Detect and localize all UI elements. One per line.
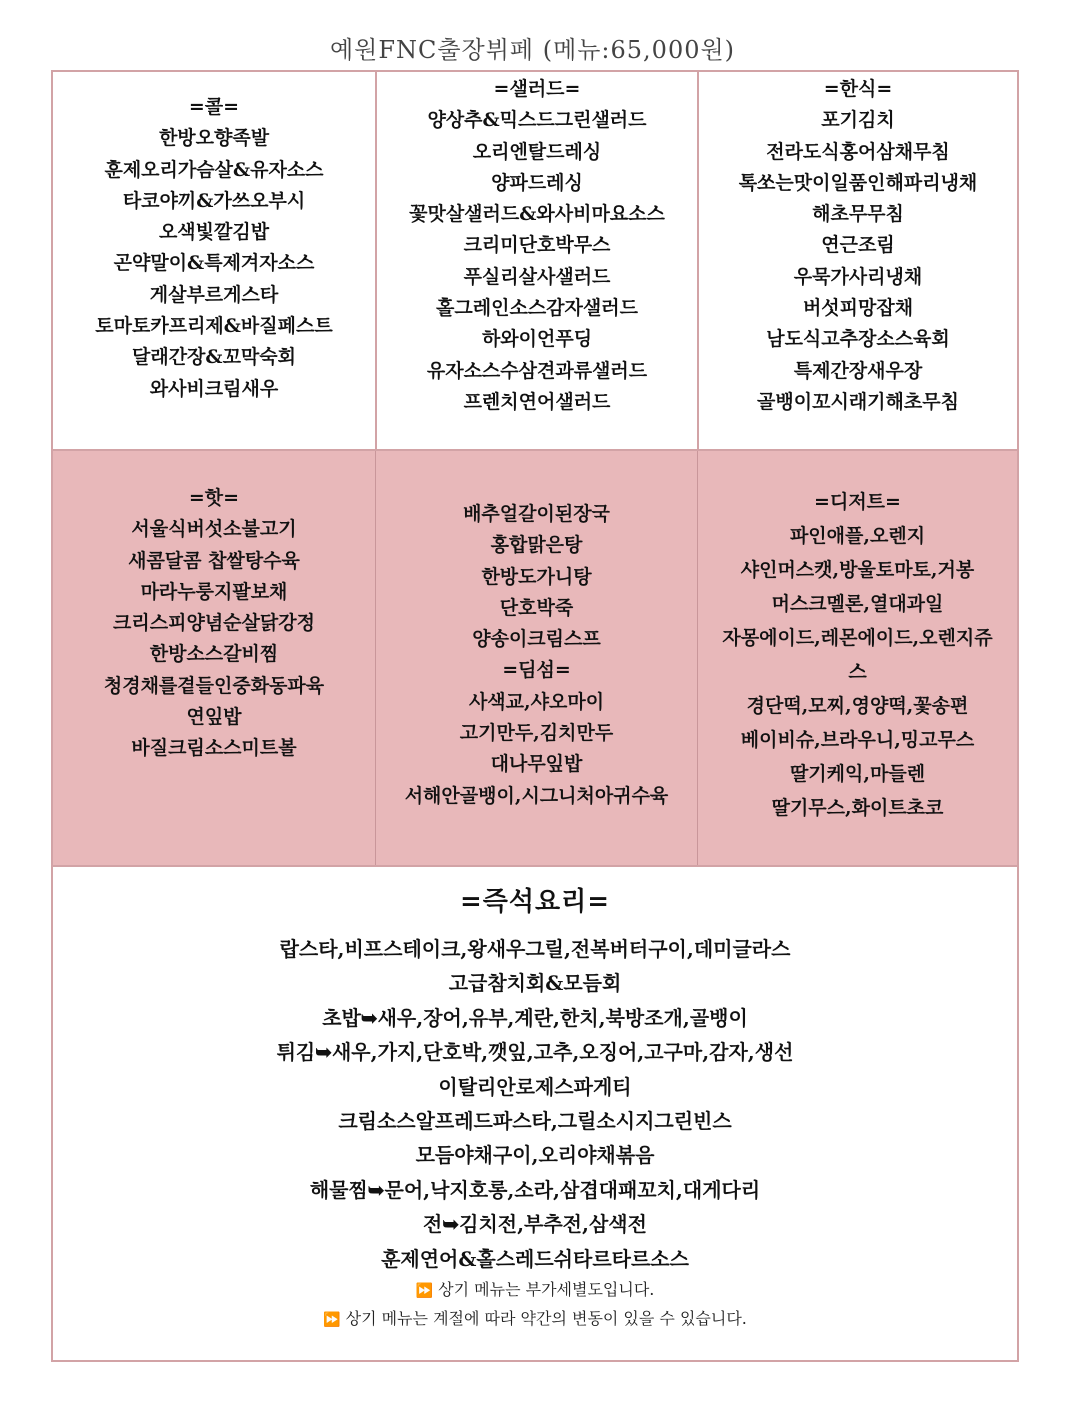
- salad-item: 오리엔탈드레싱: [472, 140, 602, 163]
- soup-item: 배추얼갈이된장국: [463, 503, 610, 525]
- korean-item: 해초무무침: [812, 203, 904, 226]
- fast-forward-icon: ⏩: [323, 1312, 341, 1329]
- korean-section: [697, 72, 1017, 449]
- salad-item: 푸실리살사샐러드: [463, 265, 611, 288]
- salad-heading: =샐러드=: [493, 78, 581, 100]
- live-cooking-section: [53, 867, 1017, 1334]
- cold-item: 게살부르게스타: [149, 283, 279, 306]
- korean-item: 톡쏘는맛이일품인해파리냉채: [738, 171, 978, 194]
- note-seasonal-text: 상기 메뉴는 계절에 따라 약간의 변동이 있을 수 있습니다.: [345, 1309, 747, 1329]
- cold-item: 타코야끼&가쓰오부시: [122, 189, 306, 212]
- dessert-item: 스: [848, 661, 867, 683]
- korean-heading: =한식=: [823, 78, 893, 100]
- live-heading: =즉석요리=: [459, 887, 611, 917]
- dimsum-item: 사색교,샤오마이: [468, 690, 605, 713]
- live-item: 고급참치회&모듬회: [448, 971, 622, 996]
- note-seasonal: [53, 1305, 1017, 1334]
- live-item: 튀김➥새우,가지,단호박,깻잎,고추,오징어,고구마,감자,생선: [276, 1040, 794, 1065]
- hot-item: 마라누룽지팔보채: [140, 580, 288, 603]
- salad-item: 홀그레인소스감자샐러드: [436, 297, 638, 320]
- korean-item: 특제간장새우장: [793, 359, 923, 382]
- korean-item: 전라도식홍어삼채무침: [766, 140, 950, 163]
- salad-item: 양파드레싱: [491, 171, 583, 194]
- live-item: 이탈리안로제스파게티: [438, 1074, 632, 1099]
- fast-forward-icon: ⏩: [415, 1283, 434, 1300]
- salad-item: 유자소스수삼견과류샐러드: [426, 359, 648, 382]
- hot-item: 크리스피양념순살닭강정: [113, 612, 315, 635]
- hot-item: 한방소스갈비찜: [149, 643, 279, 666]
- salad-item: 프렌치연어샐러드: [463, 390, 611, 413]
- live-item: 초밥➥새우,장어,유부,계란,한치,북방조개,골뱅이: [322, 1005, 748, 1030]
- cold-item: 한방오향족발: [158, 127, 270, 150]
- cold-item: 달래간장&꼬막숙회: [132, 346, 296, 369]
- hot-item: 새콤달콤 찹쌀탕수육: [128, 549, 300, 572]
- hot-item: 바질크림소스미트볼: [131, 737, 297, 760]
- hot-item: 서울식버섯소불고기: [131, 518, 297, 541]
- dessert-item: 파인애플,오렌지: [789, 525, 926, 547]
- dessert-item: 딸기무스,화이트초코: [771, 797, 944, 819]
- dessert-heading: =디저트=: [814, 491, 901, 513]
- live-item: 전➥김치전,부추전,삼색전: [423, 1212, 647, 1237]
- korean-item: 버섯피망잡채: [802, 297, 914, 320]
- soup-item: 한방도가니탕: [481, 565, 592, 588]
- korean-item: 남도식고추장소스육회: [766, 328, 950, 351]
- salad-item: 꽃맛살샐러드&와사비마요소스: [409, 203, 665, 226]
- dessert-item: 머스크멜론,열대과일: [771, 593, 944, 615]
- dimsum-item: 서해안골뱅이,시그니처아귀수육: [404, 784, 669, 807]
- page-title: 예원FNC출장뷔페 (메뉴:65,000원): [329, 36, 736, 64]
- korean-item: 골뱅이꼬시래기해초무침: [757, 390, 959, 413]
- cold-item: 토마토카프리제&바질페스트: [95, 315, 333, 338]
- cold-heading: =콜=: [188, 96, 240, 118]
- menu-row-middle: [53, 451, 1017, 867]
- dimsum-item: 대나무잎밥: [490, 753, 583, 776]
- cold-item: 와사비크림새우: [149, 377, 279, 400]
- menu-row-top: [53, 72, 1017, 451]
- hot-item: 청경채를곁들인중화동파육: [103, 674, 325, 697]
- dimsum-heading: =딤섬=: [502, 659, 571, 682]
- dimsum-item: 고기만두,김치만두: [459, 722, 614, 745]
- hot-item: 연잎밥: [186, 706, 242, 729]
- live-item: 해물찜➥문어,낙지호롱,소라,삼겹대패꼬치,대게다리: [309, 1177, 761, 1202]
- cold-item: 곤약말이&특제겨자소스: [113, 252, 315, 275]
- soup-item: 양송이크림스프: [472, 628, 601, 651]
- dessert-item: 베이비슈,브라우니,밍고무스: [740, 729, 975, 751]
- dessert-section: [697, 451, 1017, 865]
- hot-section: [53, 451, 375, 865]
- dessert-item: 딸기케익,마들렌: [789, 763, 926, 785]
- menu-table: [51, 70, 1019, 1362]
- salad-item: 양상추&믹스드그린샐러드: [427, 109, 647, 132]
- soup-dimsum-section: [375, 451, 697, 865]
- korean-item: 포기김치: [821, 109, 895, 132]
- dessert-item: 자몽에이드,레몬에이드,오렌지쥬: [722, 627, 993, 649]
- dessert-item: 경단떡,모찌,영양떡,꽃송편: [746, 695, 969, 717]
- korean-item: 연근조림: [821, 234, 895, 257]
- salad-item: 크리미단호박무스: [463, 234, 611, 257]
- salad-section: [375, 72, 697, 449]
- soup-item: 홍합맑은탕: [490, 534, 583, 557]
- soup-item: 단호박죽: [499, 596, 574, 619]
- dessert-item: 샤인머스캣,방울토마토,거봉: [740, 559, 975, 581]
- note-vat-text: 상기 메뉴는 부가세별도입니다.: [438, 1280, 655, 1300]
- live-item: 훈제연어&홀스레드쉬타르타르소스: [381, 1246, 689, 1271]
- cold-item: 훈제오리가슴살&유자소스: [104, 158, 324, 181]
- live-item: 랍스타,비프스테이크,왕새우그릴,전복버터구이,데미글라스: [279, 937, 791, 961]
- live-item: 모듬야채구이,오리야채볶음: [415, 1143, 655, 1168]
- korean-item: 우묵가사리냉채: [793, 265, 923, 288]
- live-item: 크림소스알프레드파스타,그릴소시지그린빈스: [338, 1109, 732, 1134]
- salad-item: 하와이언푸딩: [481, 328, 593, 351]
- cold-item: 오색빛깔김밥: [158, 221, 270, 244]
- hot-heading: =핫=: [188, 487, 240, 509]
- note-vat: [53, 1276, 1017, 1305]
- cold-section: [53, 72, 375, 449]
